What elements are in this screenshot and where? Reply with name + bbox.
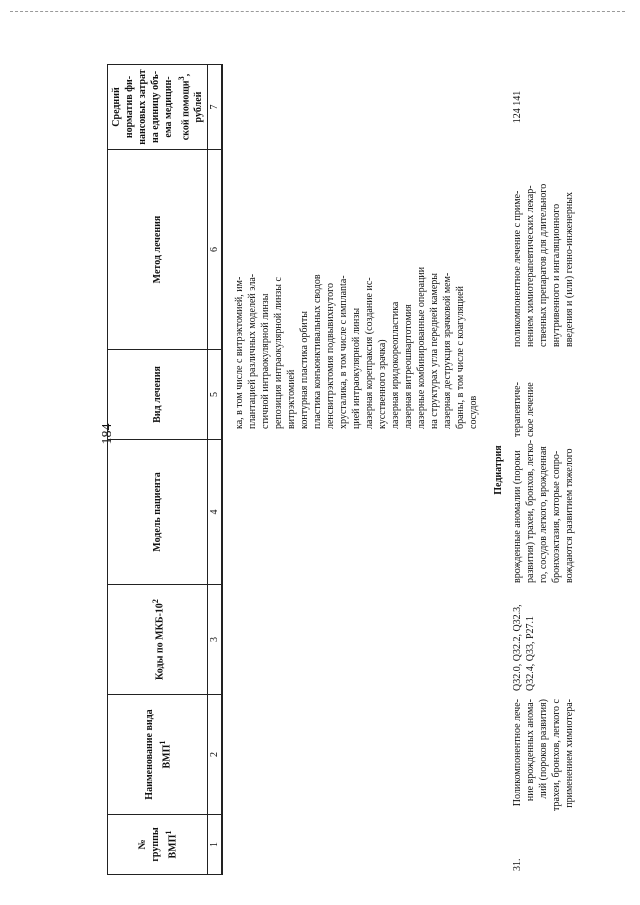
header-vmp-name: Наименование вида ВМП$^1$ [108,695,208,815]
section-title: Педиатрия [493,445,504,495]
methods-continued-list [233,229,480,429]
method-line: на структурах угла передней камеры [429,273,440,429]
method-line: браны, в том числе с коагуляцией [455,286,466,429]
column-number: 6 [208,150,223,350]
column-number: 2 [208,695,223,815]
header-group-number: № группы ВМП$^1$ [108,815,208,875]
method-line: сосудов [468,395,479,429]
row31-vmp-name: Поликомпонентное лече- ние врожденных анома- лий (пороков развития) трахеи, бронхов, легкого с применением химиотера- [512,699,575,811]
method-line: цией интраокулярной линзы [351,307,362,429]
row31-patient-model: врожденные аномалии (пороки развития) трахеи, бронхов, легко- го, сосудов легкого, врожденная бронхоэктазия, которые сопро- вождаются развитием тяжелого [512,439,575,583]
column-number: 1 [208,815,223,875]
row31-treatment-type: терапевтиче- ское лечение [512,382,536,437]
column-number: 7 [208,65,223,150]
column-number: 5 [208,350,223,440]
header-icd-codes: Коды по МКБ-$10^2$ [108,585,208,695]
header-treatment-type: Вид лечения [108,350,208,440]
rotated-page [107,65,577,905]
method-line: хрусталика, в том числе с имплanta- [338,275,349,429]
method-line: лазерная иридокореопластика [390,301,401,429]
method-line: лазерная корепраксия (создание ис- [364,277,375,429]
method-line: лазерные комбинированные операции [416,266,427,429]
column-number: 4 [208,440,223,585]
method-line: стичной интраокулярной линзы [260,293,271,429]
row31-group-number: 31. [512,858,523,871]
method-line: витрэктомией [286,369,297,429]
method-line: лазерная деструкция зрачковой мем- [442,272,453,429]
header-patient-model: Модель пациента [108,440,208,585]
method-line: ка, в том числе с витрэктомией, им- [234,276,245,429]
method-line: пластика конъюнктивальных сводов [312,274,323,429]
table-header-row [108,65,208,875]
row31-treatment-method: поликомпонентное лечение с приме- нением химиотерапевтических лекар- ственных препаратов для длительного внутривенного и ингаляционного введения и (или) генно-инженерных [512,183,575,347]
method-line: лазерная витреошвартотомия [403,304,414,429]
method-line: репозиция интраокулярной линзы с [273,277,284,429]
column-number: 3 [208,585,223,695]
method-line: ленсвитрэктомия подвывихнутого [325,283,336,429]
method-line: контурная пластика орбиты [299,311,310,429]
row31-icd-codes: Q32.0, Q32.2, Q32.3, Q32.4, Q33, P27.1 [512,604,536,691]
vmp-table [107,64,223,875]
method-line: плантацией различных моделей эла- [247,273,258,429]
page-number: 184 [100,423,115,445]
header-cost: Средний норматив фи- нансовых затрат на единицу объ- ема медицин- ской помощи$^3$, рублей [108,65,208,150]
row31-cost: 124 141 [512,90,523,124]
column-number-row [208,65,223,875]
scan-edge-line [10,11,625,12]
method-line: кусственного зрачка) [377,339,388,429]
header-treatment-method: Метод лечения [108,150,208,350]
